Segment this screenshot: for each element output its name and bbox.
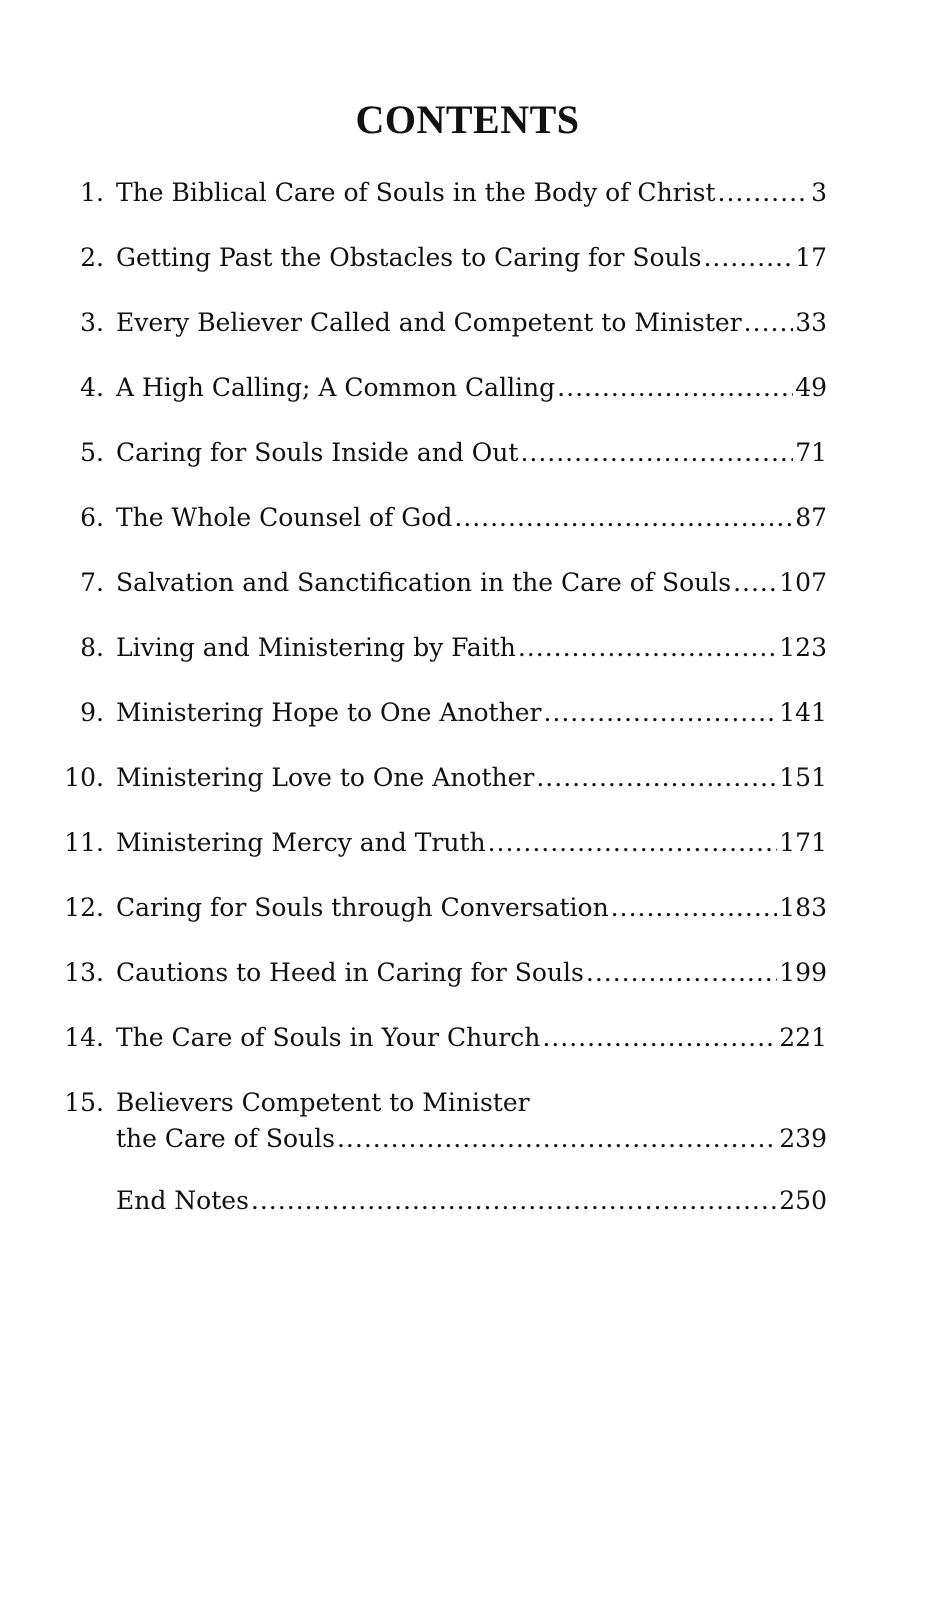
dot-leader: [718, 176, 810, 210]
page-number: 141: [779, 698, 827, 727]
chapter-title: Salvation and Sanctification in the Care of Souls: [116, 568, 732, 597]
chapter-number: 15.: [64, 1088, 104, 1117]
dot-leader: [557, 371, 793, 405]
chapter-title-line1: Believers Competent to Minister: [116, 1088, 530, 1117]
dot-leader: [542, 1021, 777, 1055]
page-number: 250: [779, 1186, 827, 1215]
page-number: 17: [795, 243, 827, 272]
page-number: 183: [779, 893, 827, 922]
chapter-number: 14.: [64, 1023, 104, 1052]
dot-leader: [611, 891, 778, 925]
table-of-contents: [60, 0, 827, 1612]
chapter-number: 9.: [80, 698, 104, 727]
dot-leader: [488, 826, 778, 860]
end-notes-title: End Notes: [116, 1186, 249, 1215]
dot-leader: [744, 306, 794, 340]
chapter-title: Caring for Souls through Conversation: [116, 893, 609, 922]
page-number: 71: [795, 438, 827, 467]
page-number: 239: [779, 1124, 827, 1153]
dot-leader: [703, 241, 793, 275]
dot-leader: [518, 631, 777, 665]
dot-leader: [251, 1184, 777, 1218]
chapter-title: Ministering Love to One Another: [116, 763, 535, 792]
dot-leader: [733, 566, 777, 600]
chapter-number: 6.: [80, 503, 104, 532]
dot-leader: [337, 1122, 777, 1156]
chapter-title: the Care of Souls: [116, 1124, 335, 1153]
dot-leader: [454, 501, 793, 535]
chapter-title: Every Believer Called and Competent to Minister: [116, 308, 742, 337]
page-number: 3: [811, 178, 827, 207]
chapter-number: 13.: [64, 958, 104, 987]
chapter-title: The Care of Souls in Your Church: [116, 1023, 541, 1052]
toc-entry-15[interactable]: [60, 1086, 827, 1158]
page-number: 171: [779, 828, 827, 857]
page-number: 151: [779, 763, 827, 792]
chapter-number: 11.: [64, 828, 104, 857]
page-number: 107: [779, 568, 827, 597]
dot-leader: [586, 956, 777, 990]
chapter-title: Caring for Souls Inside and Out: [116, 438, 519, 467]
chapter-title: Living and Ministering by Faith: [116, 633, 516, 662]
chapter-title: The Biblical Care of Souls in the Body of Christ: [116, 178, 716, 207]
chapter-number: 5.: [80, 438, 104, 467]
dot-leader: [536, 761, 777, 795]
chapter-number: 3.: [80, 308, 104, 337]
chapter-number: 1.: [80, 178, 104, 207]
chapter-number: 8.: [80, 633, 104, 662]
chapter-title: Getting Past the Obstacles to Caring for Souls: [116, 243, 702, 272]
chapter-number: 2.: [80, 243, 104, 272]
page-number: 49: [795, 373, 827, 402]
dot-leader: [543, 696, 777, 730]
page-number: 221: [779, 1023, 827, 1052]
page-title: CONTENTS: [355, 97, 580, 142]
chapter-title: A High Calling; A Common Calling: [116, 373, 556, 402]
page-number: 123: [779, 633, 827, 662]
chapter-title: The Whole Counsel of God: [116, 503, 453, 532]
chapter-title: Ministering Hope to One Another: [116, 698, 542, 727]
chapter-number: 12.: [64, 893, 104, 922]
page-number: 199: [779, 958, 827, 987]
chapter-number: 4.: [80, 373, 104, 402]
page-number: 33: [795, 308, 827, 337]
page-number: 87: [795, 503, 827, 532]
dot-leader: [520, 436, 793, 470]
chapter-title: Ministering Mercy and Truth: [116, 828, 486, 857]
chapter-number: 10.: [64, 763, 104, 792]
chapter-title: Cautions to Heed in Caring for Souls: [116, 958, 584, 987]
chapter-number: 7.: [80, 568, 104, 597]
